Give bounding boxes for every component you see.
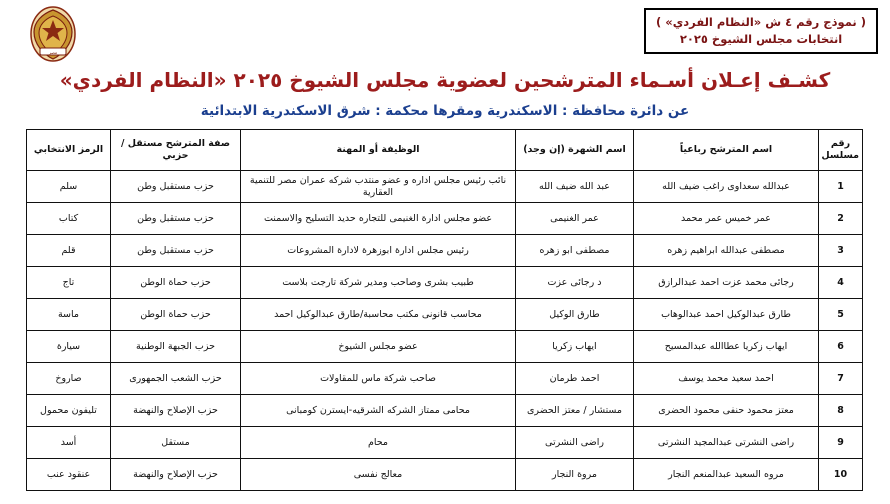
column-header-known-as: اسم الشهرة (إن وجد) [516,130,634,171]
cell-occupation: محاسب قانونى مكتب محاسبة/طارق عبدالوكيل احمد [241,299,516,331]
cell-serial: 4 [819,267,863,299]
cell-known-as: عمر الغنيمى [516,203,634,235]
cell-full-name: رجائى محمد عزت احمد عبدالرازق [634,267,819,299]
cell-occupation: محام [241,427,516,459]
cell-known-as: راضى النشرتى [516,427,634,459]
cell-full-name: ايهاب زكريا عطاالله عبدالمسيح [634,331,819,363]
cell-occupation: طبيب بشرى وصاحب ومدير شركة تارجت بلاست [241,267,516,299]
cell-symbol: قلم [27,235,111,267]
table-row [27,331,863,363]
table-row [27,235,863,267]
egypt-eagle-emblem-icon [26,4,80,64]
election-year-line: انتخابات مجلس الشيوخ ٢٠٢٥ [679,31,843,46]
cell-known-as: مصطفى ابو زهره [516,235,634,267]
cell-affiliation: حزب الإصلاح والنهضة [111,395,241,427]
cell-symbol: سيارة [27,331,111,363]
cell-symbol: تليفون محمول [27,395,111,427]
cell-serial: 1 [819,171,863,203]
cell-serial: 6 [819,331,863,363]
cell-occupation: محامى ممتاز الشركه الشرقيه-ايسترن كومبانى [241,395,516,427]
cell-serial: 8 [819,395,863,427]
table-row [27,299,863,331]
cell-affiliation: حزب حماة الوطن [111,299,241,331]
cell-full-name: طارق عبدالوكيل احمد عبدالوهاب [634,299,819,331]
table-header-row [27,130,863,171]
cell-affiliation: حزب حماة الوطن [111,267,241,299]
cell-symbol: كتاب [27,203,111,235]
cell-affiliation: حزب الإصلاح والنهضة [111,459,241,491]
form-number-stamp [644,8,878,54]
cell-affiliation: حزب الشعب الجمهورى [111,363,241,395]
table-row [27,459,863,491]
cell-affiliation: حزب مستقبل وطن [111,235,241,267]
table-row [27,395,863,427]
cell-symbol: ماسة [27,299,111,331]
cell-known-as: د رجائى عزت [516,267,634,299]
column-header-serial: رقم مسلسل [819,130,863,171]
cell-known-as: طارق الوكيل [516,299,634,331]
cell-symbol: صاروخ [27,363,111,395]
column-header-symbol: الرمز الانتخابي [27,130,111,171]
cell-serial: 10 [819,459,863,491]
cell-affiliation: حزب مستقبل وطن [111,171,241,203]
cell-serial: 9 [819,427,863,459]
cell-known-as: عبد الله ضيف الله [516,171,634,203]
cell-affiliation: مستقل [111,427,241,459]
cell-serial: 7 [819,363,863,395]
cell-affiliation: حزب مستقبل وطن [111,203,241,235]
table-row [27,427,863,459]
cell-full-name: احمد سعيد محمد يوسف [634,363,819,395]
cell-symbol: عنقود عنب [27,459,111,491]
cell-occupation: نائب رئيس مجلس اداره و عضو منتدب شركه عمران مصر للتنمية العقارية [241,171,516,203]
cell-occupation: رئيس مجلس ادارة ابوزهرة لادارة المشروعات [241,235,516,267]
cell-occupation: صاحب شركة ماس للمقاولات [241,363,516,395]
candidates-table-container [27,129,863,491]
cell-occupation: عضو مجلس الشيوخ [241,331,516,363]
cell-known-as: مستشار / معتز الحضرى [516,395,634,427]
cell-known-as: احمد طرمان [516,363,634,395]
cell-full-name: راضى النشرتى عبدالمجيد النشرتى [634,427,819,459]
form-number-line: ( نموذج رقم ٤ ش «النظام الفردي» ) [656,15,866,29]
cell-occupation: عضو مجلس ادارة الغنيمى للتجاره حديد التسليح والاسمنت [241,203,516,235]
svg-text:مصر: مصر [48,50,58,56]
cell-full-name: عبدالله سعداوى راغب ضيف الله [634,171,819,203]
column-header-occupation: الوظيفة أو المهنة [241,130,516,171]
cell-known-as: مروة النجار [516,459,634,491]
cell-symbol: سلم [27,171,111,203]
table-header [27,130,863,171]
cell-symbol: تاج [27,267,111,299]
cell-full-name: مصطفى عبدالله ابراهيم زهره [634,235,819,267]
cell-full-name: عمر خميس عمر محمد [634,203,819,235]
table-row [27,203,863,235]
column-header-full-name: اسم المترشح رباعياً [634,130,819,171]
table-body [27,171,863,491]
cell-serial: 3 [819,235,863,267]
cell-full-name: معتز محمود حنفى محمود الحضرى [634,395,819,427]
column-header-affiliation: صفة المترشح مستقل / حزبي [111,130,241,171]
cell-full-name: مروه السعيد عبدالمنعم النجار [634,459,819,491]
cell-affiliation: حزب الجبهة الوطنية [111,331,241,363]
cell-symbol: أسد [27,427,111,459]
table-row [27,171,863,203]
cell-serial: 5 [819,299,863,331]
cell-serial: 2 [819,203,863,235]
constituency-subtitle: عن دائرة محافظة : الاسكندرية ومقرها محكمة : شرق الاسكندرية الابتدائية [200,103,690,119]
candidates-table [26,129,863,491]
table-row [27,363,863,395]
page-title: كشـف إعـلان أسـماء المترشحين لعضوية مجلس الشيوخ ٢٠٢٥ «النظام الفردي» [59,68,831,92]
document-header [0,0,890,62]
cell-known-as: ايهاب زكريا [516,331,634,363]
cell-occupation: معالج نفسى [241,459,516,491]
table-row [27,267,863,299]
